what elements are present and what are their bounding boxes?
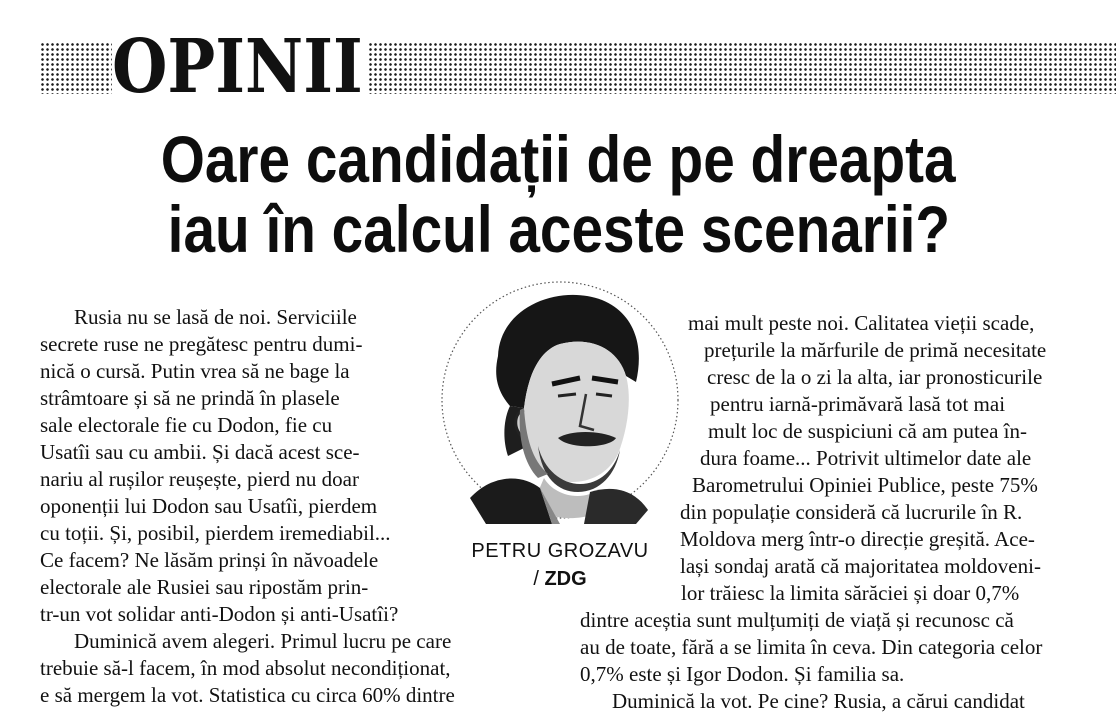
text-line: tr-un vot solidar anti-Dodon și anti-Usatîi? [40,602,399,626]
text-line: dintre aceștia sunt mulțumiți de viață și recunosc că [580,608,1014,632]
text-line: Ce facem? Ne lăsăm prinși în năvoadele [40,548,379,572]
text-line: pentru iarnă-primăvară lasă tot mai [710,392,1006,416]
text-line: e să mergem la vot. Statistica cu circa 60% dintre [40,683,455,707]
text-line: 0,7% este și Igor Dodon. Și familia sa. [580,662,905,686]
author-org [460,568,660,591]
text-line: mai mult peste noi. Calitatea vieții scade, [688,311,1035,335]
headline [0,124,1117,264]
text-line: lași sondaj arată că majoritatea moldoveni- [680,554,1041,578]
article-column-left [40,304,455,709]
text-line: cresc de la o zi la alta, iar pronosticurile [707,365,1043,389]
author-org-name: ZDG [544,568,587,590]
text-line: Barometrului Opiniei Publice, peste 75% [692,473,1038,497]
text-line: sale electorale fie cu Dodon, fie cu [40,413,333,437]
text-line: oponenții lui Dodon sau Usatîi, pierdem [40,494,378,518]
text-line: din populație consideră că lucrurile în R. [680,500,1023,524]
text-line: cu toții. Și, posibil, pierdem iremediabil... [40,521,391,545]
author-name: PETRU GROZAVU [471,540,649,562]
text-line: electorale ale Rusiei sau ripostăm prin- [40,575,369,599]
author-portrait [440,278,680,528]
text-line: Duminică la vot. Pe cine? Rusia, a cărui candidat [612,689,1025,713]
text-line: mult loc de suspiciuni că am putea în- [708,419,1027,443]
text-line: lor trăiesc la limita sărăciei și doar 0,7% [681,581,1020,605]
text-line: Rusia nu se lasă de noi. Serviciile [74,305,357,329]
author-org-prefix: / [533,568,545,590]
dotted-rule-right [368,42,1116,94]
headline-line: iau în calcul aceste scenarii? [167,192,950,266]
text-line: Duminică avem alegeri. Primul lucru pe care [74,629,452,653]
text-line: nariu al rușilor reușește, pierd nu doar [40,467,359,491]
section-label: OPINII [112,24,363,110]
text-line: Moldova merg într-o direcție greșită. Ace- [680,527,1035,551]
text-line: trebuie să-l facem, în mod absolut necondiționat, [40,656,451,680]
text-line: strâmtoare și să ne prindă în plasele [40,386,340,410]
dotted-rule-left [40,42,112,94]
text-line: au de toate, fără a se limita în ceva. Din categoria celor [580,635,1043,659]
text-line: prețurile la mărfurile de primă necesitate [704,338,1047,362]
headline-line: Oare candidații de pe dreapta [161,122,956,196]
text-line: nică o cursă. Putin vrea să ne bage la [40,359,350,383]
text-line: Usatîi sau cu ambii. Și dacă acest sce- [40,440,360,464]
text-line: secrete ruse ne pregătesc pentru dumi- [40,332,363,356]
text-line: dura foame... Potrivit ultimelor date ale [700,446,1032,470]
